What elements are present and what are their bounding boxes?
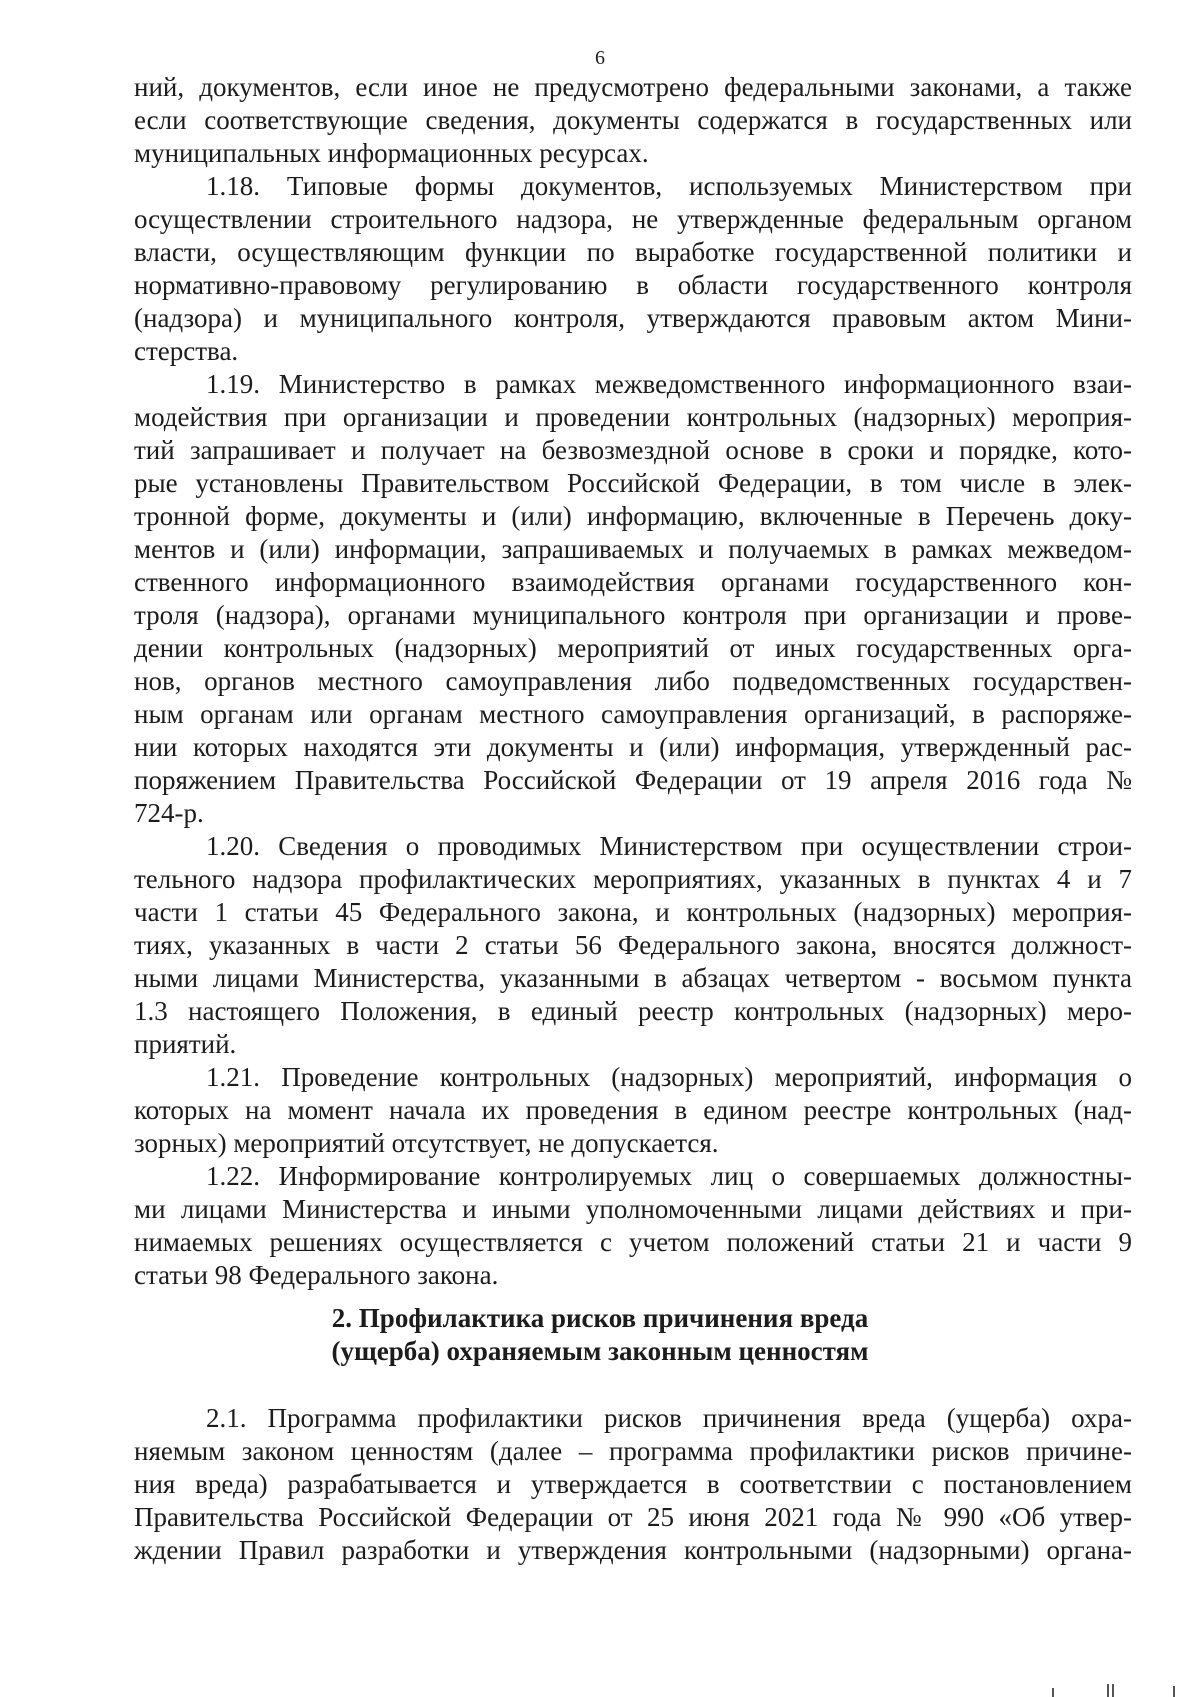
text-line: няемым законом ценностям (далее – программа профилактики рисков причине-	[134, 1436, 1132, 1466]
section-heading-line: (ущерба) охраняемым законным ценностям	[331, 1336, 869, 1366]
text-line: ным органам или органам местного самоуправления организаций, в распоряже-	[134, 699, 1132, 729]
text-line: 1.3 настоящего Положения, в единый реестр контрольных (надзорных) меро-	[134, 996, 1132, 1026]
text-line: тронной форме, документы и (или) информацию, включенные в Перечень доку-	[134, 501, 1132, 531]
scan-speck	[1173, 1686, 1175, 1697]
text-line: осуществлении строительного надзора, не утвержденные федеральным органом	[134, 204, 1132, 234]
text-line: Правительства Российской Федерации от 25 июня 2021 года № 990 «Об утвер-	[134, 1502, 1132, 1532]
scan-speck	[1112, 1684, 1114, 1697]
text-line: ментов и (или) информации, запрашиваемых и получаемых в рамках межведом-	[134, 534, 1132, 564]
text-line: рые установлены Правительством Российской Федерации, в том числе в элек-	[134, 468, 1132, 498]
page-number: 6	[595, 47, 605, 69]
text-line: тиях, указанных в части 2 статьи 56 Федерального закона, вносятся должност-	[134, 930, 1132, 960]
text-line: которых на момент начала их проведения в едином реестре контрольных (над-	[134, 1095, 1132, 1125]
text-line: приятий.	[134, 1029, 237, 1059]
text-line: 724-р.	[134, 798, 204, 828]
text-line: ственного информационного взаимодействия органами государственного кон-	[134, 567, 1132, 597]
text-line: ными лицами Министерства, указанными в абзацах четвертом - восьмом пункта	[134, 963, 1132, 993]
text-line: ния вреда) разрабатывается и утверждается в соответствии с постановлением	[134, 1469, 1132, 1499]
text-line: 1.22. Информирование контролируемых лиц о совершаемых должностны-	[206, 1161, 1132, 1191]
text-line: 2.1. Программа профилактики рисков причинения вреда (ущерба) охра-	[206, 1403, 1132, 1433]
text-line: зорных) мероприятий отсутствует, не допускается.	[134, 1128, 719, 1158]
text-line: 1.21. Проведение контрольных (надзорных) мероприятий, информация о	[206, 1062, 1132, 1092]
text-line: (надзора) и муниципального контроля, утверждаются правовым актом Мини-	[134, 303, 1132, 333]
text-line: нов, органов местного самоуправления либо подведомственных государствен-	[134, 666, 1132, 696]
text-line: части 1 статьи 45 Федерального закона, и контрольных (надзорных) мероприя-	[134, 897, 1132, 927]
text-line: тий запрашивает и получает на безвозмездной основе в сроки и порядке, кото-	[134, 435, 1132, 465]
body-text-section-2	[134, 1402, 1132, 1567]
text-line: дении контрольных (надзорных) мероприятий от иных государственных орга-	[134, 633, 1132, 663]
text-line: 1.18. Типовые формы документов, используемых Министерством при	[206, 171, 1132, 201]
body-text-section-1	[134, 71, 1132, 1292]
text-line: муниципальных информационных ресурсах.	[134, 138, 649, 168]
text-line: 1.19. Министерство в рамках межведомственного информационного взаи-	[206, 369, 1132, 399]
text-line: стерства.	[134, 336, 239, 366]
text-line: власти, осуществляющим функции по выработке государственной политики и	[134, 237, 1132, 267]
text-line: троля (надзора), органами муниципального контроля при организации и прове-	[134, 600, 1132, 630]
text-line: ми лицами Министерства и иными уполномоченными лицами действиях и при-	[134, 1194, 1132, 1224]
text-line: ний, документов, если иное не предусмотрено федеральными законами, а также	[134, 72, 1132, 102]
text-line: нимаемых решениях осуществляется с учетом положений статьи 21 и части 9	[134, 1227, 1132, 1257]
text-line: тельного надзора профилактических мероприятиях, указанных в пунктах 4 и 7	[134, 864, 1132, 894]
text-line: нормативно-правовому регулированию в области государственного контроля	[134, 270, 1132, 300]
scan-speck	[1107, 1684, 1109, 1697]
text-line: нии которых находятся эти документы и (или) информация, утвержденный рас-	[134, 732, 1132, 762]
section-heading-line: 2. Профилактика рисков причинения вреда	[331, 1303, 869, 1333]
text-line: статьи 98 Федерального закона.	[134, 1260, 499, 1290]
scan-speck	[1052, 1688, 1054, 1697]
text-line: если соответствующие сведения, документы содержатся в государственных или	[134, 105, 1132, 135]
text-line: 1.20. Сведения о проводимых Министерством при осуществлении строи-	[206, 831, 1132, 861]
text-line: поряжением Правительства Российской Федерации от 19 апреля 2016 года №	[134, 765, 1132, 795]
section-heading	[0, 1302, 1200, 1368]
text-line: ждении Правил разработки и утверждения контрольными (надзорными) органа-	[134, 1535, 1132, 1565]
text-line: модействия при организации и проведении контрольных (надзорных) мероприя-	[134, 402, 1132, 432]
